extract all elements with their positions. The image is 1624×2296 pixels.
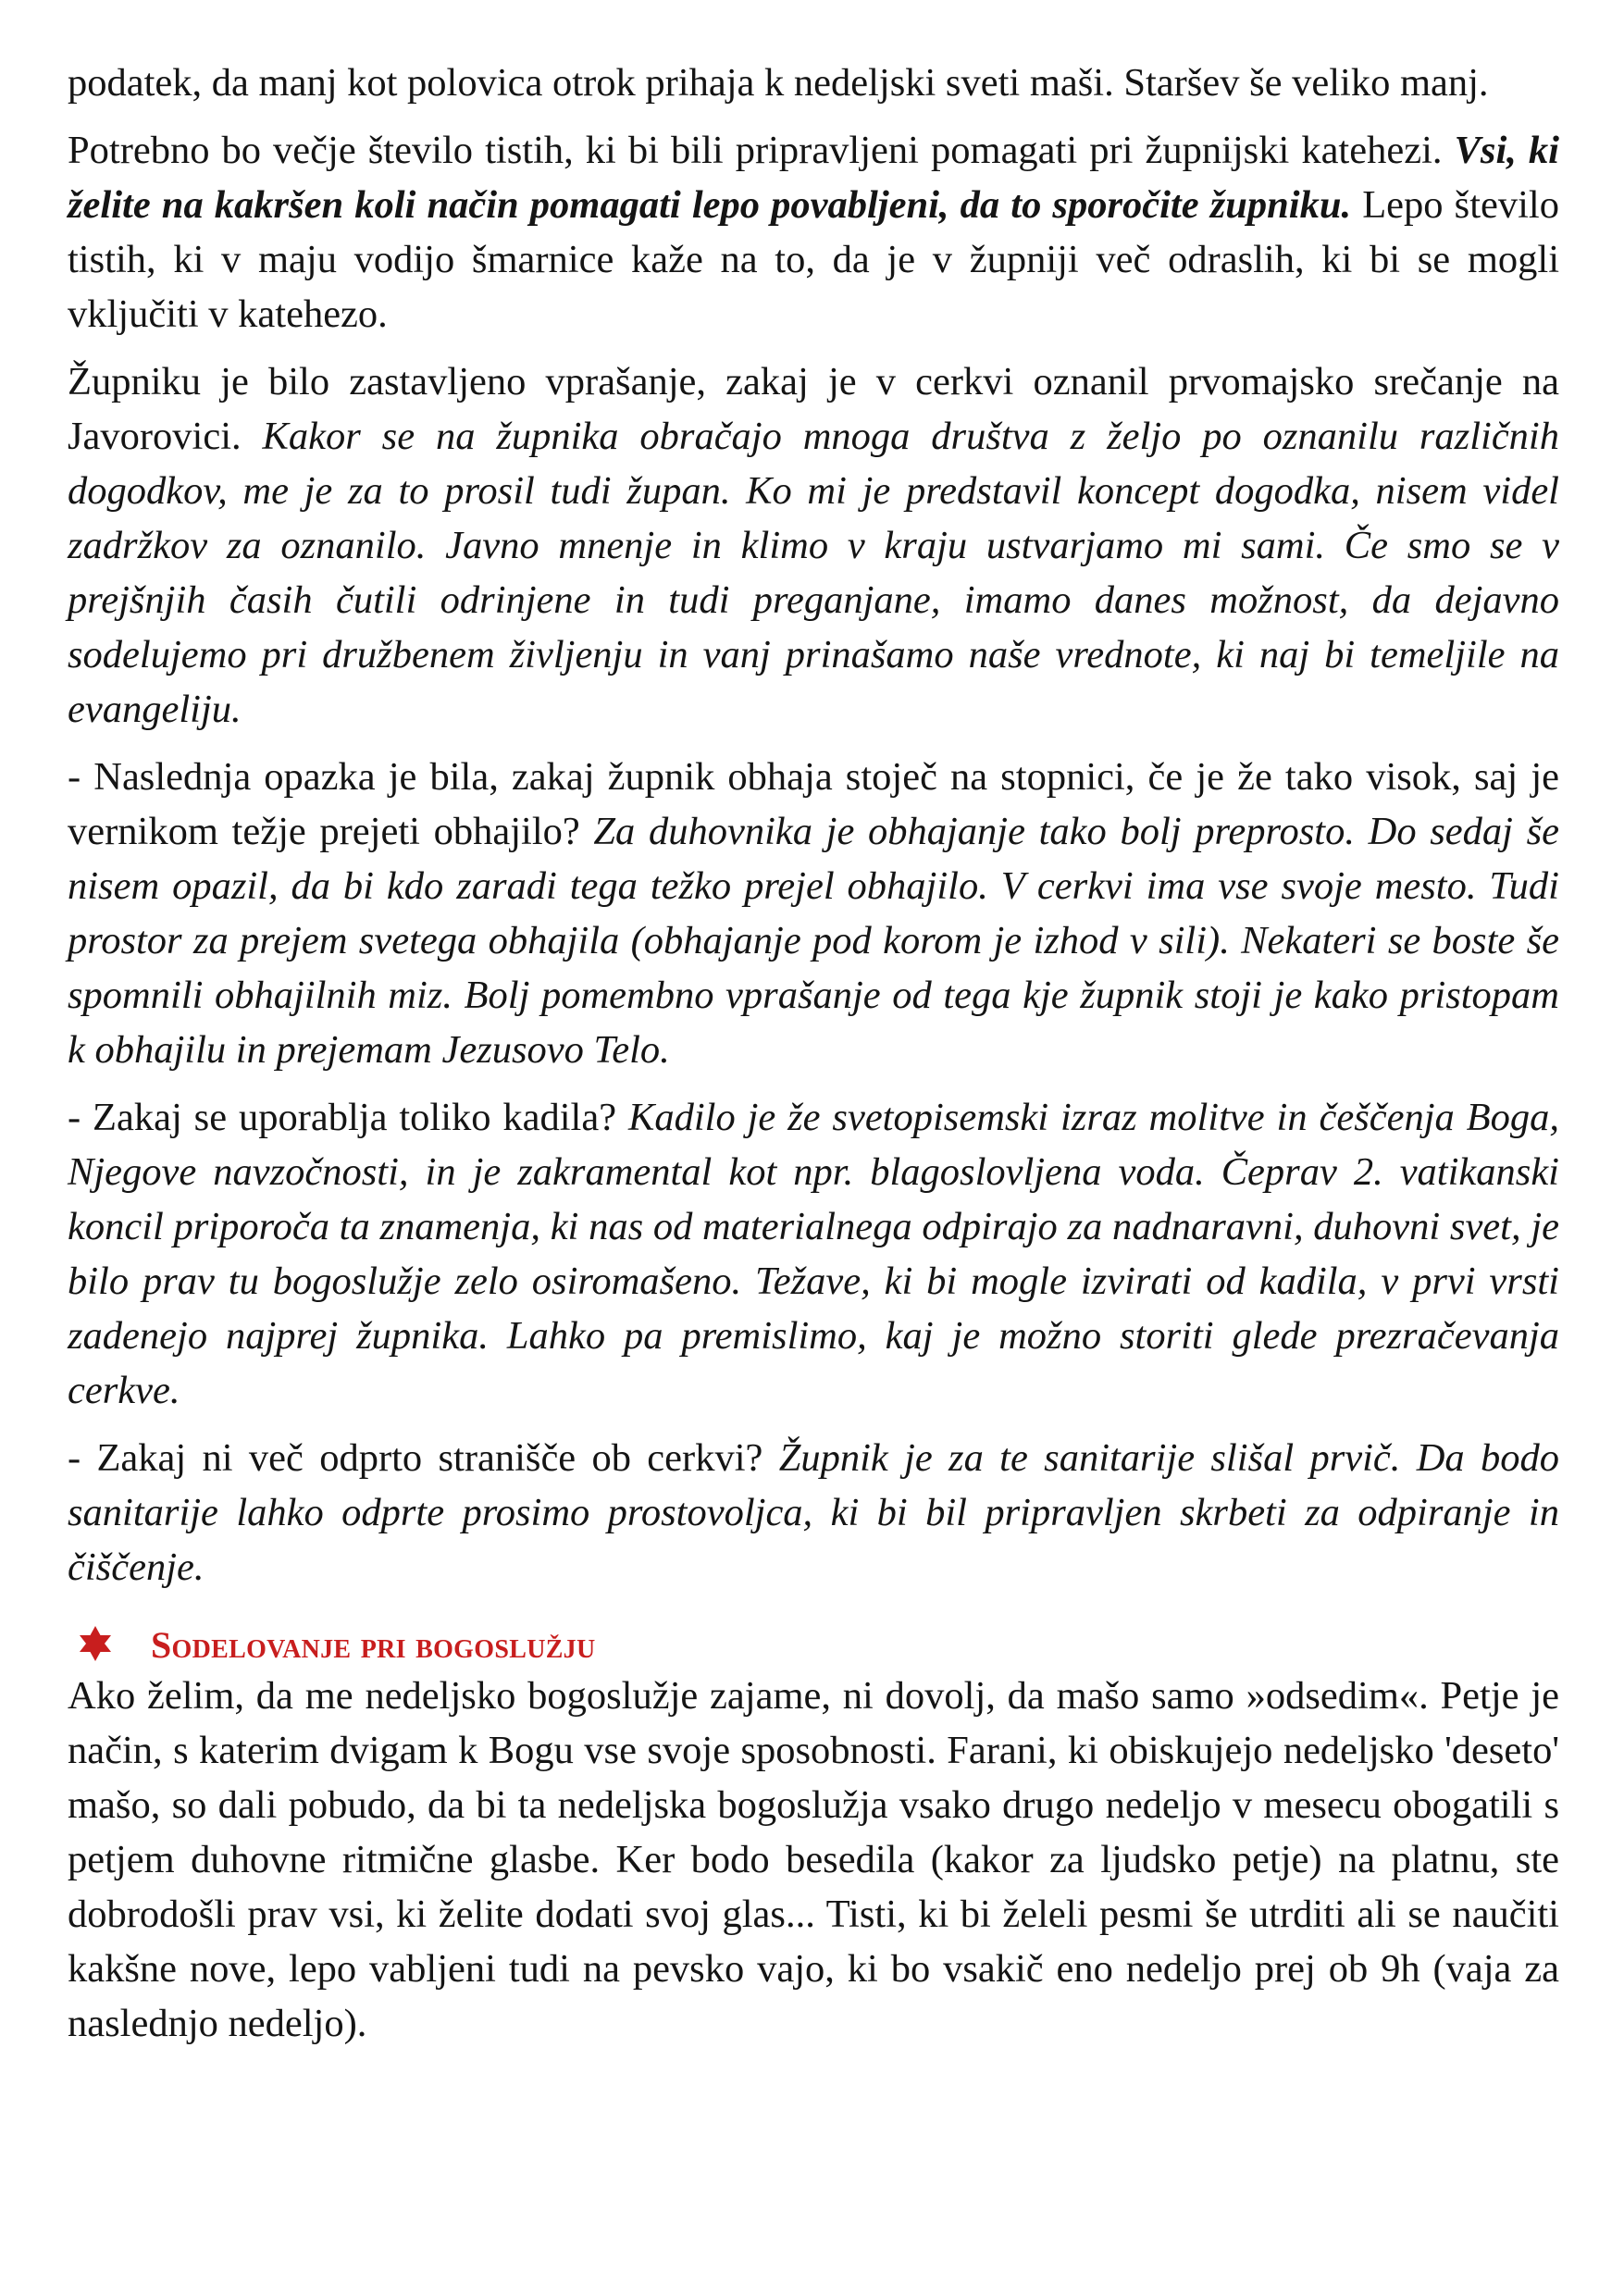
- catechesis-text: Potrebno bo večje število tistih, ki bi bili pripravljeni pomagati pri župnijski katehezi.: [68, 129, 1455, 172]
- section-heading: [68, 1622, 1559, 1669]
- section-title: Sodelovanje pri bogoslužju: [151, 1624, 596, 1666]
- document-page: [68, 56, 1559, 2064]
- question-announcement: Župniku je bilo zastavljeno vprašanje, zakaj je v cerkvi oznanil prvomajsko srečanje na Javorovici.: [68, 360, 1559, 458]
- paragraph-question-announcement: [68, 354, 1559, 737]
- paragraph-question-toilet: [68, 1431, 1559, 1595]
- question-incense: - Zakaj se uporablja toliko kadila?: [68, 1096, 628, 1139]
- paragraph-question-communion: [68, 750, 1559, 1077]
- star-icon: [77, 1625, 114, 1662]
- catechesis-text-continued: Lepo število tistih, ki v maju vodijo šmarnice kaže na to, da je v župniji več odraslih, ki bi se mogli vključiti v katehezo.: [68, 183, 1559, 336]
- catechesis-invitation: Vsi, ki želite na kakršen koli način pomagati lepo povabljeni, da to sporočite župniku.: [68, 129, 1559, 227]
- paragraph-question-incense: [68, 1090, 1559, 1418]
- answer-announcement: Kakor se na župnika obračajo mnoga društva z željo po oznanilu različnih dogodkov, me je za to prosil tudi župan. Ko mi je predstavil koncept dogodka, nisem videl zadržkov za oznanilo. Javno mnenje in klimo v kraju ustvarjamo mi sami. Če smo se v prejšnjih časih čutili odrinjene in tudi preganjane, imamo danes možnost, da dejavno sodelujemo pri družbenem življenju in vanj prinašamo naše vrednote, ki naj bi temeljile na evangeliju.: [68, 415, 1559, 731]
- question-toilet: - Zakaj ni več odprto stranišče ob cerkvi?: [68, 1436, 779, 1480]
- answer-incense: Kadilo je že svetopisemski izraz molitve in češčenja Boga, Njegove navzočnosti, in je zakramental kot npr. blagoslovljena voda. Čeprav 2. vatikanski koncil priporoča ta znamenja, ki nas od materialnega odpirajo za nadnaravni, duhovni svet, je bilo prav tu bogoslužje zelo osiromašeno. Težave, ki bi mogle izvirati od kadila, v prvi vrsti zadenejo najprej župnika. Lahko pa premislimo, kaj je možno storiti glede prezračevanja cerkve.: [68, 1096, 1559, 1412]
- answer-communion: Za duhovnika je obhajanje tako bolj preprosto. Do sedaj še nisem opazil, da bi kdo zaradi tega težko prejel obhajilo. V cerkvi ima vse svoje mesto. Tudi prostor za prejem svetega obhajila (obhajanje pod korom je izhod v sili). Nekateri se boste še spomnili obhajilnih miz. Bolj pomembno vprašanje od tega kje župnik stoji je kako pristopam k obhajilu in prejemam Jezusovo Telo.: [68, 810, 1559, 1072]
- paragraph-intro: podatek, da manj kot polovica otrok prihaja k nedeljski sveti maši. Staršev še veliko manj.: [68, 61, 1489, 105]
- answer-toilet: Župnik je za te sanitarije slišal prvič. Da bodo sanitarije lahko odprte prosimo prostovoljca, ki bi bil pripravljen skrbeti za odpiranje in čiščenje.: [68, 1436, 1559, 1589]
- paragraph-liturgy: Ako želim, da me nedeljsko bogoslužje zajame, ni dovolj, da mašo samo »odsedim«. Petje je način, s katerim dvigam k Bogu vse svoje sposobnosti. Farani, ki obiskujejo nedeljsko 'deseto' mašo, so dali pobudo, da bi ta nedeljska bogoslužja vsako drugo nedeljo v mesecu obogatili s petjem duhovne ritmične glasbe. Ker bodo besedila (kakor za ljudsko petje) na platnu, ste dobrodošli prav vsi, ki želite dodati svoj glas... Tisti, ki bi želeli pesmi še utrditi ali se naučiti kakšne nove, lepo vabljeni tudi na pevsko vajo, ki bo vsakič eno nedeljo prej ob 9h (vaja za naslednjo nedeljo).: [68, 1674, 1559, 2045]
- question-communion: - Naslednja opazka je bila, zakaj župnik obhaja stoječ na stopnici, če je že tako visok, saj je vernikom težje prejeti obhajilo?: [68, 755, 1559, 853]
- paragraph-catechesis: [68, 123, 1559, 341]
